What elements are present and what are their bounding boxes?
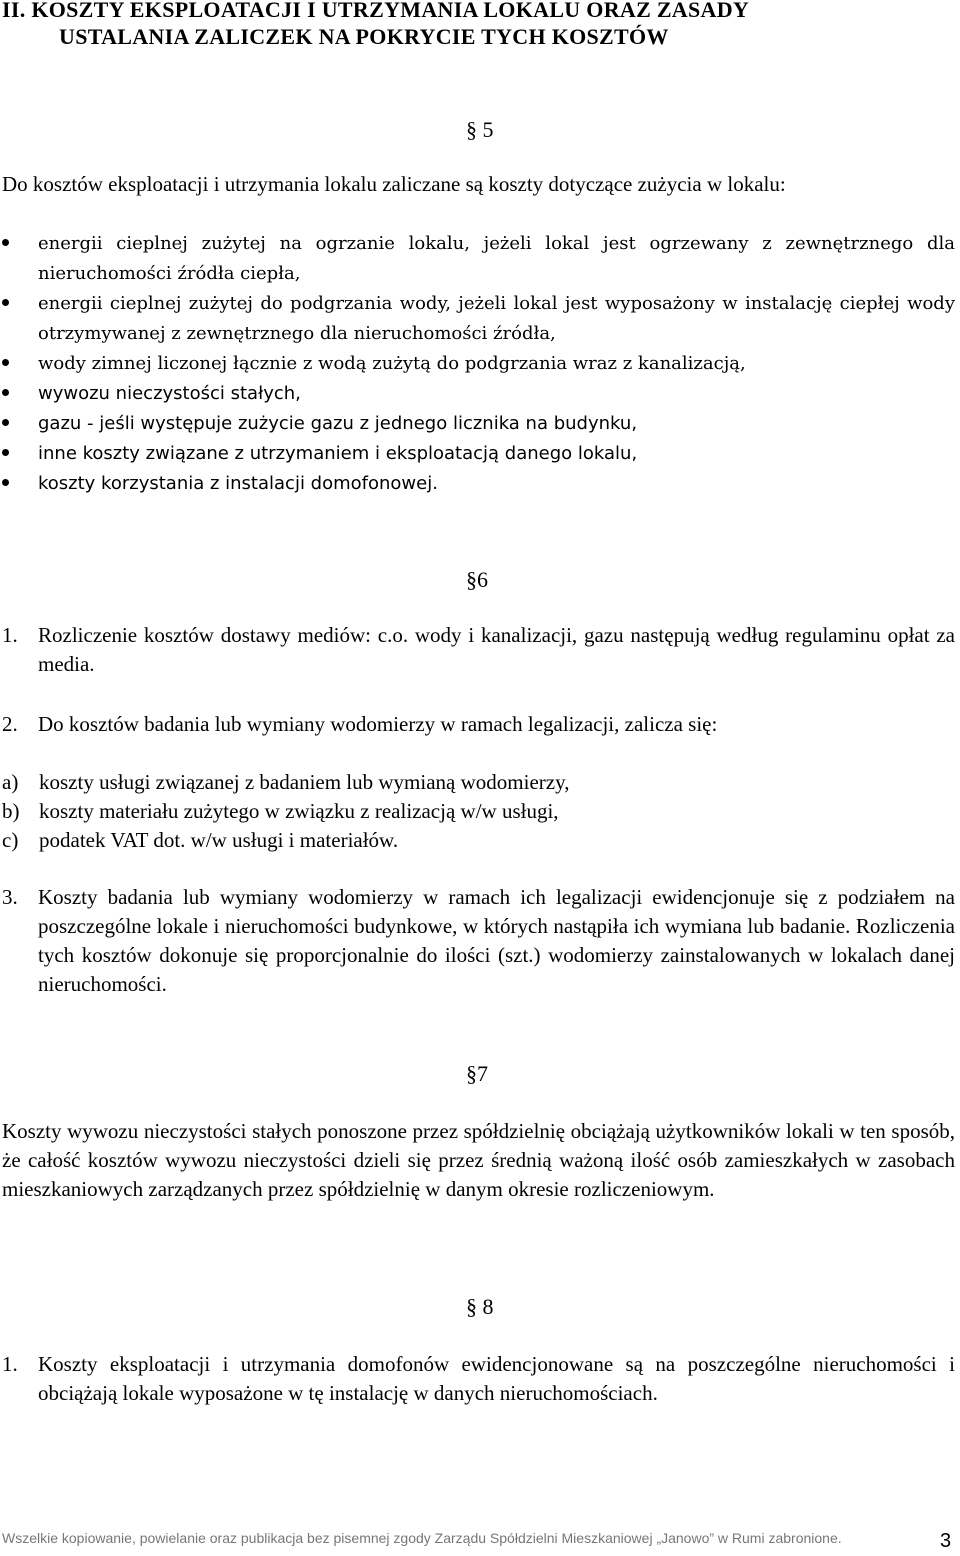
list-item: [2, 826, 569, 855]
list-item-text: wody zimnej liczonej łącznie z wodą zużytą do podgrzania wraz z kanalizacją,: [38, 353, 746, 374]
section-6-mark: §6: [466, 567, 488, 592]
section-8-point-1: [2, 1350, 955, 1408]
list-item-text: koszty korzystania z instalacji domofonowej.: [38, 473, 438, 494]
list-item-letter: c): [2, 828, 19, 852]
page-number: 3: [940, 1530, 952, 1552]
point-number: 3.: [2, 885, 18, 909]
section-6-point-1: [2, 621, 955, 679]
list-item-text: energii cieplnej zużytej do podgrzania wody, jeżeli lokal jest wyposażony w instalację ciepłej wody otrzymywanej z zewnętrznego dla nieruchomości źródła,: [38, 293, 955, 344]
section-5-bullet-list: [0, 228, 955, 498]
chapter-heading: [2, 0, 960, 50]
list-item-text: koszty usługi związanej z badaniem lub wymianą wodomierzy,: [39, 770, 570, 794]
section-7-text: Koszty wywozu nieczystości stałych ponoszone przez spółdzielnię obciążają użytkowników lokali w ten sposób, że całość kosztów wywozu nieczystości dzieli się przez średnią ważoną ilość osób zamieszkałych w zasobach mieszkaniowych zarządzanych przez spółdzielnię w danym okresie rozliczeniowym.: [2, 1119, 955, 1201]
list-item: [0, 288, 955, 348]
list-item-letter: a): [2, 770, 19, 794]
point-text: Do kosztów badania lub wymiany wodomierzy w ramach legalizacji, zalicza się:: [38, 712, 718, 736]
bullet-icon: [2, 299, 9, 306]
bullet-icon: [2, 479, 9, 486]
list-item-text: podatek VAT dot. w/w usługi i materiałów.: [39, 828, 399, 852]
list-item-text: koszty materiału zużytego w związku z realizacją w/w usługi,: [39, 799, 559, 823]
point-text: Rozliczenie kosztów dostawy mediów: c.o. wody i kanalizacji, gazu następują według regulaminu opłat za media.: [38, 623, 955, 676]
list-item-text: energii cieplnej zużytej na ogrzanie lokalu, jeżeli lokal jest ogrzewany z zewnętrznego dla nieruchomości źródła ciepła,: [38, 233, 955, 284]
section-8-mark: § 8: [466, 1294, 494, 1319]
point-number: 1.: [2, 623, 18, 647]
list-item-letter: b): [2, 799, 20, 823]
point-text: Koszty eksploatacji i utrzymania domofonów ewidencjonowane są na poszczególne nieruchomości i obciążają lokale wyposażone w tę instalację w danych nieruchomościach.: [38, 1352, 955, 1405]
section-5-mark: § 5: [466, 117, 494, 142]
list-item: [0, 468, 955, 498]
list-item: [2, 797, 569, 826]
list-item: [0, 348, 955, 378]
bullet-icon: [2, 449, 9, 456]
list-item: [0, 228, 955, 288]
list-item: [0, 408, 955, 438]
section-7-mark: §7: [466, 1061, 488, 1086]
section-6-lettered-list: [2, 768, 569, 855]
footer-copyright-notice: Wszelkie kopiowanie, powielanie oraz publikacja bez pisemnej zgody Zarządu Spółdzielni Mieszkaniowej „Janowo” w Rumi zabronione.: [2, 1530, 842, 1546]
point-text: Koszty badania lub wymiany wodomierzy w ramach ich legalizacji ewidencjonuje się z podziałem na poszczególne lokale i nieruchomości budynkowe, w których nastąpiła ich wymiana lub badanie. Rozliczenia tych kosztów dokonuje się proporcjonalnie do ilości (szt.) wodomierzy zainstalowanych w lokalach danej nieruchomości.: [38, 885, 955, 996]
section-6-point-2: [2, 710, 955, 739]
list-item-text: wywozu nieczystości stałych,: [38, 383, 301, 404]
chapter-heading-line-1: II. KOSZTY EKSPLOATACJI I UTRZYMANIA LOKALU ORAZ ZASADY: [2, 0, 750, 22]
list-item-text: gazu - jeśli występuje zużycie gazu z jednego licznika na budynku,: [38, 413, 638, 434]
section-5-intro: Do kosztów eksploatacji i utrzymania lokalu zaliczane są koszty dotyczące zużycia w lokalu:: [2, 172, 786, 196]
bullet-icon: [2, 389, 9, 396]
section-6-point-3: [2, 883, 955, 999]
point-number: 1.: [2, 1352, 18, 1376]
list-item-text: inne koszty związane z utrzymaniem i eksploatacją danego lokalu,: [38, 443, 638, 464]
list-item: [2, 768, 569, 797]
bullet-icon: [2, 239, 9, 246]
point-number: 2.: [2, 712, 18, 736]
bullet-icon: [2, 419, 9, 426]
list-item: [0, 378, 955, 408]
bullet-icon: [2, 359, 9, 366]
chapter-heading-line-2: USTALANIA ZALICZEK NA POKRYCIE TYCH KOSZTÓW: [59, 24, 669, 49]
list-item: [0, 438, 955, 468]
